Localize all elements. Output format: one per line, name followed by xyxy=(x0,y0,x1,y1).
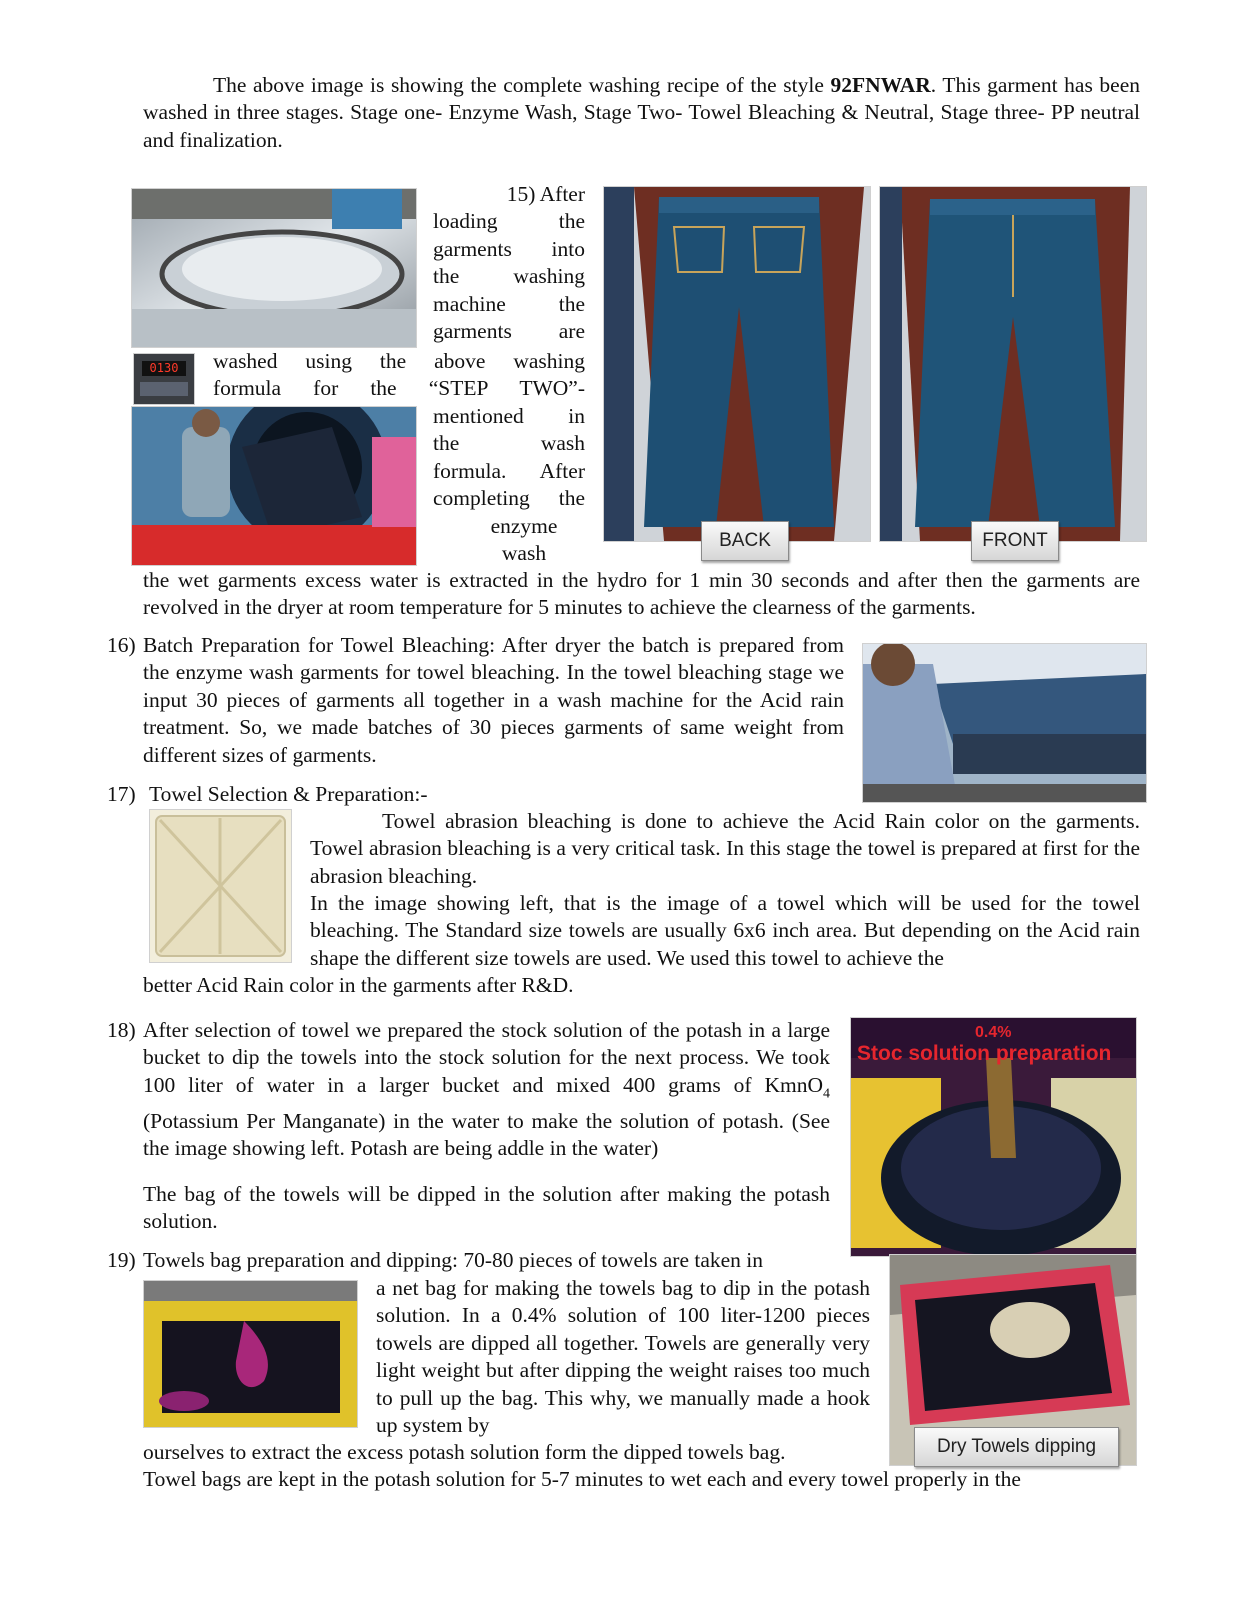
step15-line: the wash xyxy=(433,431,585,456)
worker-loading-image xyxy=(132,407,416,565)
stock-solution-caption: Stoc solution preparation xyxy=(857,1042,1112,1065)
timer-digits: 0130 xyxy=(142,361,186,376)
step16-number: 16) xyxy=(107,633,136,657)
step16-text: Batch Preparation for Towel Bleaching: After dryer the batch is prepared from the enzyme wash garments for towel bleaching. In the towel bleaching stage we input 30 pieces of garments all together in a wash machine for the Acid rain treatment. So, we made batches of 30 pieces garments of same weight from different sizes of garments. xyxy=(143,633,844,767)
intro-text-after: . This garment has been washed in three stages. Stage one- Enzyme Wash, Stage Two- Towel Bleaching & Neutral, Stage three- PP neutral and finalization. xyxy=(143,73,1140,152)
step15-line: formula. After xyxy=(433,458,585,483)
step17-heading: Towel Selection & Preparation:- xyxy=(149,782,428,806)
front-label: FRONT xyxy=(971,521,1059,561)
step18-text xyxy=(143,1017,830,1162)
step18-text-a: After selection of towel we prepared the stock solution of the potash in a large bucket to dip the towels into the stock solution for the next process. We took 100 liter of water in a larger bucket and mixed 400 grams of KmnO xyxy=(143,1018,830,1097)
towel-photo xyxy=(149,809,292,963)
step19-body: a net bag for making the towels bag to dip in the potash solution. In a 0.4% solution of 100 liter-1200 pieces towels are dipped all together. Towels are generally very light weight but after dipping the weight raises too much to pull up the bag. This why, we manually made a hook up system by xyxy=(376,1276,870,1438)
step19-number: 19) xyxy=(107,1248,136,1272)
step15-line: enzyme xyxy=(490,513,558,538)
step15-narrow-column-2 xyxy=(433,403,585,567)
step17-number: 17) xyxy=(107,782,136,806)
step15-line: machine the xyxy=(433,291,585,316)
step18-number: 18) xyxy=(107,1018,136,1042)
batch-preparation-image xyxy=(863,644,1146,802)
step15-line: mentioned in xyxy=(433,404,585,428)
step17-para2: In the image showing left, that is the image of a towel which will be used for the towel bleaching. The Standard size towels are usually 6x6 inch area. But depending on the Acid rain shape the different size towels are used. We used this towel to achieve the xyxy=(310,891,1140,970)
step17-para1: Towel abrasion bleaching is done to achieve the Acid Rain color on the garments. Towel abrasion bleaching is a very critical task. In this stage the towel is prepared at first for the abrasion bleaching. xyxy=(310,809,1140,888)
batch-preparation-photo xyxy=(862,643,1147,803)
towel-bag-dipping-image xyxy=(144,1281,357,1427)
step15-wide-line: formula for the “STEP TWO”- xyxy=(213,376,585,401)
washing-machine-lid-photo xyxy=(131,188,417,348)
step18-subscript: 4 xyxy=(823,1086,830,1102)
style-code: 92FNWAR xyxy=(830,73,931,97)
step15-wide-lines xyxy=(213,348,585,403)
step19-last-line: Towel bags are kept in the potash solution for 5-7 minutes to wet each and every towel properly in the xyxy=(143,1467,1021,1491)
jeans-back-photo xyxy=(603,186,871,542)
intro-text-before: The above image is showing the complete washing recipe of the style xyxy=(213,73,831,97)
towel-image xyxy=(150,810,291,962)
jeans-front-image xyxy=(880,187,1146,541)
jeans-front-photo xyxy=(879,186,1147,542)
towel-bag-dipping-photo xyxy=(143,1280,358,1428)
step15-line: completing the xyxy=(433,486,585,511)
step19-first-line: Towels bag preparation and dipping: 70-80 pieces of towels are taken in xyxy=(143,1248,764,1272)
step15-line: the washing xyxy=(433,264,585,289)
step15-continuation: the wet garments excess water is extracted in the hydro for 1 min 30 seconds and after then the garments are revolved in the dryer at room temperature for 5 minutes to achieve the clearness of the garments. xyxy=(143,568,1140,620)
step15-line: garments into xyxy=(433,236,585,261)
step18-text-c: The bag of the towels will be dipped in the solution after making the potash solution. xyxy=(143,1182,830,1234)
washing-machine-lid-image xyxy=(132,189,416,347)
back-label: BACK xyxy=(701,521,789,561)
step18-text-b: (Potassium Per Manganate) in the water to make the solution of potash. (See the image showing left. Potash are being addle in the water) xyxy=(143,1108,830,1160)
step15-wide-line: washed using the above washing xyxy=(213,349,585,373)
stock-solution-photo xyxy=(850,1017,1137,1257)
step15-line: 15) After xyxy=(506,182,585,206)
dry-towels-label: Dry Towels dipping xyxy=(914,1427,1119,1467)
timer-display-photo xyxy=(133,353,195,405)
timer-lower-panel xyxy=(140,382,188,396)
step15-line: garments are xyxy=(433,319,585,344)
intro-paragraph xyxy=(143,72,1140,154)
step15-narrow-column xyxy=(433,181,585,345)
step19-line-after: ourselves to extract the excess potash solution form the dipped towels bag. xyxy=(143,1440,786,1464)
step17-para2-end: better Acid Rain color in the garments after R&D. xyxy=(143,973,574,997)
stock-solution-pct: 0.4% xyxy=(975,1024,1012,1041)
worker-loading-machine-photo xyxy=(131,406,417,566)
step15-line: wash xyxy=(501,541,547,566)
jeans-back-image xyxy=(604,187,870,541)
step15-line: loading the xyxy=(433,209,585,234)
